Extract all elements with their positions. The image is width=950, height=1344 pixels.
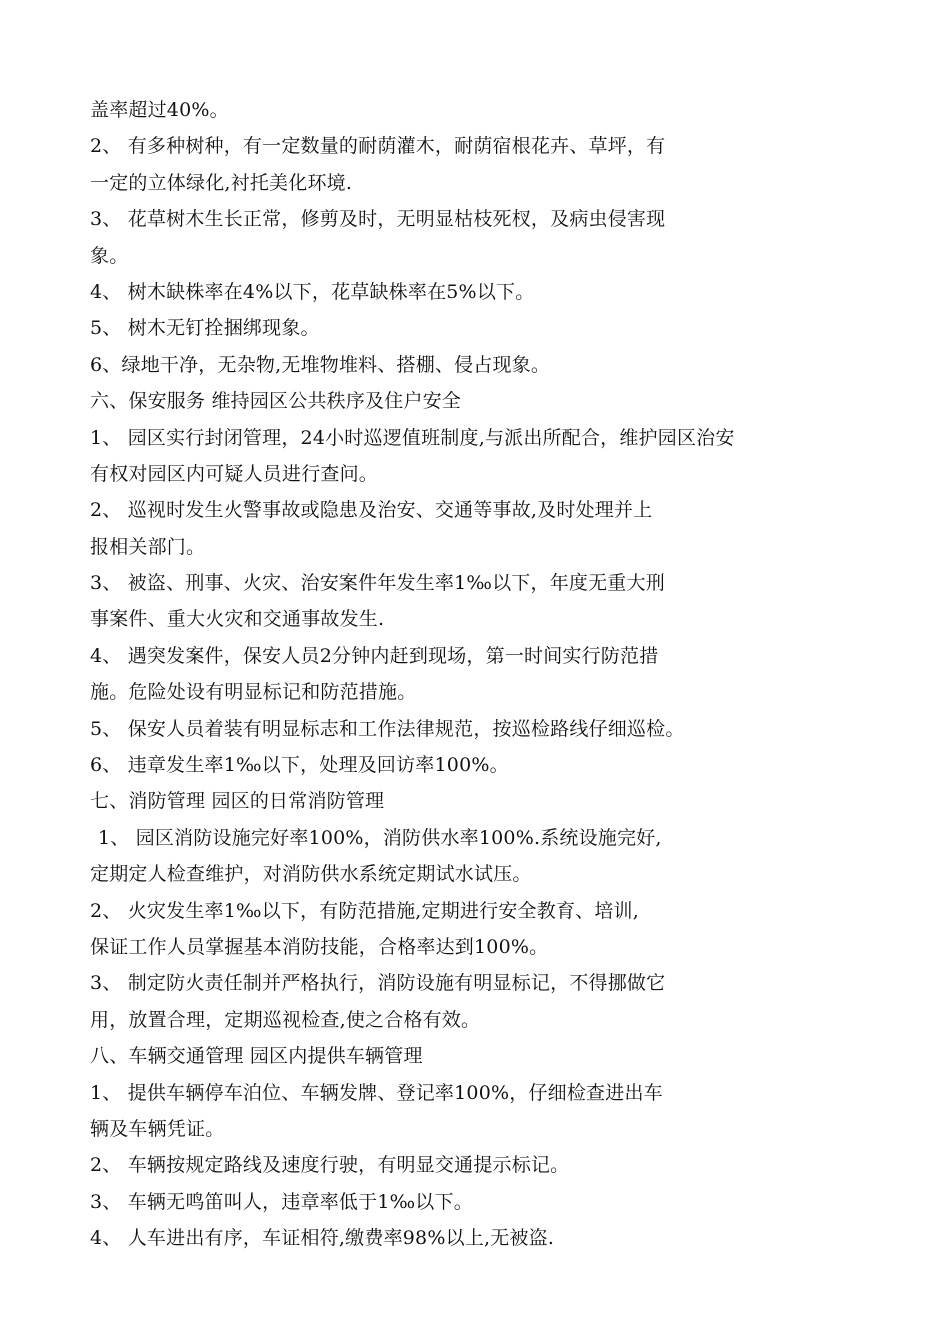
text-line: 1、 提供车辆停车泊位、车辆发牌、登记率100%，仔细检查进出车 [90, 1081, 663, 1104]
text-line: 5、 保安人员着装有明显标志和工作法律规范，按巡检路线仔细巡检。 [90, 717, 685, 740]
text-line: 施。危险处设有明显标记和防范措施。 [90, 681, 417, 704]
text-line: 3、 制定防火责任制并严格执行，消防设施有明显标记，不得挪做它 [90, 972, 666, 995]
text-line: 1、 园区实行封闭管理，24小时巡逻值班制度,与派出所配合，维护园区治安 [90, 426, 735, 449]
text-line: 事案件、重大火灾和交通事故发生. [90, 608, 385, 631]
text-line: 一定的立体绿化,衬托美化环境. [90, 171, 353, 194]
section-heading: 八、车辆交通管理 园区内提供车辆管理 [90, 1045, 423, 1068]
section-heading: 七、消防管理 园区的日常消防管理 [90, 790, 385, 813]
text-line: 4、 树木缺株率在4%以下，花草缺株率在5%以下。 [90, 280, 535, 303]
text-line: 1、 园区消防设施完好率100%，消防供水率100%.系统设施完好, [98, 826, 662, 849]
text-line: 辆及车辆凭证。 [90, 1117, 225, 1140]
text-line: 2、 车辆按规定路线及速度行驶，有明显交通提示标记。 [90, 1154, 570, 1177]
text-line: 2、 有多种树种，有一定数量的耐荫灌木，耐荫宿根花卉、草坪，有 [90, 135, 666, 158]
text-line: 6、绿地干净，无杂物,无堆物堆料、搭棚、侵占现象。 [90, 353, 551, 376]
text-line: 2、 巡视时发生火警事故或隐患及治安、交通等事故,及时处理并上 [90, 499, 653, 522]
text-line: 2、 火灾发生率1‰以下，有防范措施,定期进行安全教育、培训, [90, 899, 639, 922]
text-line: 3、 被盗、刑事、火灾、治安案件年发生率1‰以下，年度无重大刑 [90, 572, 665, 595]
text-line: 5、 树木无钉拴捆绑现象。 [90, 317, 320, 340]
text-line: 4、 人车进出有序，车证相符,缴费率98%以上,无被盗. [90, 1227, 555, 1250]
text-line: 定期定人检查维护，对消防供水系统定期试水试压。 [90, 863, 532, 886]
text-line: 用，放置合理，定期巡视检查,使之合格有效。 [90, 1008, 481, 1031]
text-line: 报相关部门。 [90, 535, 206, 558]
text-line: 4、 遇突发案件，保安人员2分钟内赶到现场，第一时间实行防范措 [90, 644, 659, 667]
text-line: 6、 违章发生率1‰以下，处理及回访率100%。 [90, 754, 509, 777]
document-body [90, 92, 890, 1257]
text-line: 保证工作人员掌握基本消防技能，合格率达到100%。 [90, 935, 549, 958]
text-line: 3、 花草树木生长正常，修剪及时，无明显枯枝死杈，及病虫侵害现 [90, 208, 666, 231]
section-heading: 六、保安服务 维持园区公共秩序及住户安全 [90, 390, 462, 413]
text-line: 象。 [90, 244, 129, 267]
text-line: 3、 车辆无鸣笛叫人，违章率低于1‰以下。 [90, 1190, 473, 1213]
text-line: 盖率超过40%。 [90, 99, 229, 121]
text-line: 有权对园区内可疑人员进行查问。 [90, 462, 379, 485]
